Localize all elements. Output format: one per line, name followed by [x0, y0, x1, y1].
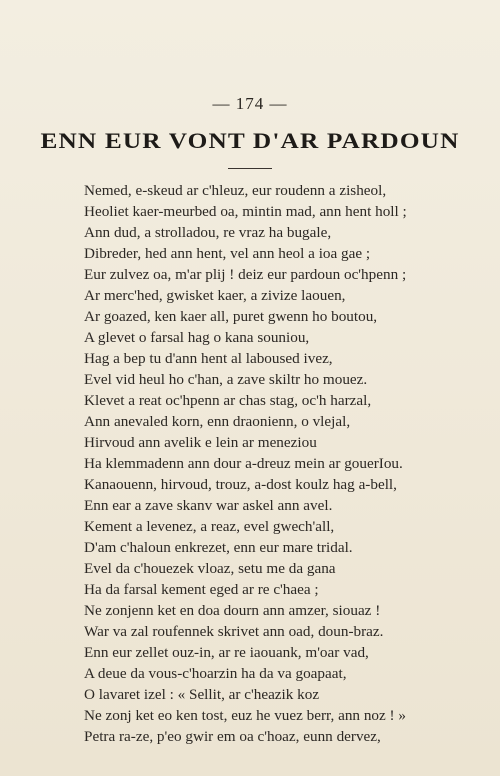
title-divider — [228, 168, 272, 169]
poem-line: Ne zonj ket eo ken tost, euz he vuez berr, ann noz ! » — [84, 707, 406, 724]
poem-title: ENN EUR VONT D'AR PARDOUN — [40, 128, 460, 153]
poem-body — [84, 180, 484, 747]
poem-line: Dibreder, hed ann hent, vel ann heol a ioa gae ; — [84, 245, 371, 262]
poem-line: Ar goazed, ken kaer all, puret gwenn ho boutou, — [84, 308, 378, 325]
poem-line: O lavaret izel : « Sellit, ar c'heazik koz — [84, 686, 320, 703]
poem-line: Hag a bep tu d'ann hent al laboused ivez, — [84, 350, 333, 367]
poem-line: Petra ra-ze, p'eo gwir em oa c'hoaz, eunn dervez, — [84, 728, 381, 745]
poem-line: Ne zonjenn ket en doa dourn ann amzer, siouaz ! — [84, 602, 381, 619]
poem-line: Ann anevaled korn, enn draonienn, o vlejal, — [84, 413, 351, 430]
poem-line: Evel da c'houezek vloaz, setu me da gana — [84, 560, 336, 577]
poem-line: Eur zulvez oa, m'ar plij ! deiz eur pardoun oc'hpenn ; — [84, 266, 407, 283]
page-number: — 174 — — [212, 94, 288, 113]
poem-line: War va zal roufennek skrivet ann oad, doun-braz. — [84, 623, 384, 640]
poem-line: Heoliet kaer-meurbed oa, mintin mad, ann hent holl ; — [84, 203, 407, 220]
poem-line: Enn ear a zave skanv war askel ann avel. — [84, 497, 333, 514]
poem-line: Enn eur zellet ouz-in, ar re iaouank, m'oar vad, — [84, 644, 369, 661]
poem-line: Ha da farsal kement eged ar re c'haea ; — [84, 581, 319, 598]
poem-line: Ha klemmadenn ann dour a-dreuz mein ar gouerIou. — [84, 455, 403, 472]
poem-line: Ar merc'hed, gwisket kaer, a zivize laouen, — [84, 287, 346, 304]
poem-line: A glevet o farsal hag o kana souniou, — [84, 329, 310, 346]
poem-line: Kanaouenn, hirvoud, trouz, a-dost koulz hag a-bell, — [84, 476, 397, 493]
poem-line: Klevet a reat oc'hpenn ar chas stag, oc'h harzal, — [84, 392, 372, 409]
poem-line: Hirvoud ann avelik e lein ar meneziou — [84, 434, 317, 451]
poem-line: Ann dud, a strolladou, re vraz ha bugale, — [84, 224, 332, 241]
poem-line: Kement a levenez, a reaz, evel gwech'all, — [84, 518, 335, 535]
poem-line: A deue da vous-c'hoarzin ha da va goapaat, — [84, 665, 347, 682]
poem-line: D'am c'haloun enkrezet, enn eur mare tridal. — [84, 539, 353, 556]
poem-line: Nemed, e-skeud ar c'hleuz, eur roudenn a zisheol, — [84, 182, 387, 199]
poem-line: Evel vid heul ho c'han, a zave skiltr ho mouez. — [84, 371, 368, 388]
